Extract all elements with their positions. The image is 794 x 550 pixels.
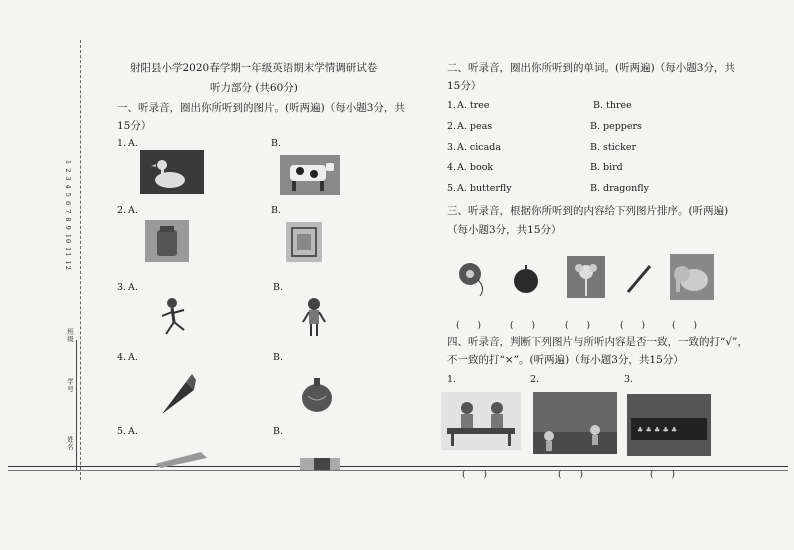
judge-blank-2[interactable]: ( ) (558, 470, 584, 480)
item4-label-b: B. (273, 352, 284, 363)
order-blank-2[interactable]: ( ) (510, 321, 536, 331)
cow-icon[interactable] (280, 155, 340, 195)
onion-icon[interactable] (300, 374, 334, 414)
order-blank-5[interactable]: ( ) (672, 321, 698, 331)
standing-girl-icon[interactable] (300, 296, 328, 338)
item5-number: 5. (117, 426, 127, 437)
flower-icon (567, 256, 605, 298)
word-item3-number: 3. (447, 142, 457, 153)
section2-instruction-cont: 15分） (447, 80, 482, 92)
item1-label-a: A. (128, 138, 138, 149)
word-item1-number: 1. (447, 100, 457, 111)
ruler-numbers: 1 2 3 4 5 6 7 8 9 10 11 12 (64, 160, 72, 271)
running-boy-icon[interactable] (152, 296, 192, 338)
word-item5-a[interactable]: A. butterfly (457, 183, 512, 194)
judge-blank-1[interactable]: ( ) (462, 470, 488, 480)
word-item3-b[interactable]: B. sticker (590, 142, 636, 153)
order-blank-4[interactable]: ( ) (620, 321, 646, 331)
duck-icon[interactable] (140, 150, 204, 194)
item1-number: 1. (117, 138, 127, 149)
section4-instruction: 四、听录音，判断下列图片与所听内容是否一致，一致的打“√”， (447, 336, 748, 348)
section3-instruction-cont: （每小题3分，共15分） (447, 224, 562, 236)
item2-label-b: B. (271, 205, 282, 216)
carrot-icon[interactable] (158, 372, 198, 416)
judge-blank-3[interactable]: ( ) (650, 470, 676, 480)
item1-label-b: B. (271, 138, 282, 149)
pencil-case-icon[interactable] (145, 220, 189, 262)
section1-instruction-cont: 15分） (117, 120, 152, 132)
item5-label-a: A. (128, 426, 138, 437)
section3-instruction: 三、听录音，根据你所听到的内容给下列图片排序。(听两遍) (447, 205, 729, 217)
apple-icon (512, 264, 540, 294)
page-title: 射阳县小学2020春学期一年级英语期末学情调研试卷 (130, 62, 378, 74)
item3-label-a: A. (128, 282, 138, 293)
binding-margin (58, 40, 98, 480)
binding-underline (76, 340, 77, 470)
children-playing-icon (533, 392, 617, 454)
item2-label-a: A. (128, 205, 138, 216)
class-label: 班级 (66, 328, 74, 343)
judge-item3-number: 3. (624, 374, 634, 385)
section1-instruction: 一、听录音，圈出你所听到的图片。(听两遍)（每小题3分，共 (117, 102, 405, 114)
word-item5-number: 5. (447, 183, 457, 194)
item2-number: 2. (117, 205, 127, 216)
sticker-icon[interactable] (286, 222, 322, 262)
number-label: 学号 (66, 378, 74, 393)
order-blank-3[interactable]: ( ) (565, 321, 591, 331)
word-item3-a[interactable]: A. cicada (457, 142, 501, 153)
page-subtitle: 听力部分 (共60分) (210, 82, 298, 94)
judge-item1-number: 1. (447, 374, 457, 385)
name-label: 姓名 (66, 436, 74, 451)
word-item2-b[interactable]: B. peppers (590, 121, 642, 132)
svg-text:♣ ♣ ♣ ♣ ♣: ♣ ♣ ♣ ♣ ♣ (637, 426, 678, 434)
word-item4-number: 4. (447, 162, 457, 173)
word-item5-b[interactable]: B. dragonfly (590, 183, 649, 194)
word-item1-a[interactable]: A. tree (457, 100, 490, 111)
margin-line (80, 40, 81, 480)
yoyo-icon (456, 258, 490, 298)
word-item1-b[interactable]: B. three (593, 100, 632, 111)
item3-number: 3. (117, 282, 127, 293)
word-item4-a[interactable]: A. book (457, 162, 494, 173)
item5-label-b: B. (273, 426, 284, 437)
item4-label-a: A. (128, 352, 138, 363)
section4-instruction-cont: 不一致的打“×”。(听两遍)（每小题3分，共15分） (447, 354, 684, 366)
class-scene-icon (627, 394, 711, 456)
pencil-icon (624, 262, 654, 294)
word-item4-b[interactable]: B. bird (590, 162, 623, 173)
order-blank-1[interactable]: ( ) (456, 321, 482, 331)
judge-item2-number: 2. (530, 374, 540, 385)
ruler-icon[interactable] (155, 452, 207, 468)
elephant-icon (670, 254, 714, 300)
item4-number: 4. (117, 352, 127, 363)
word-item2-a[interactable]: A. peas (457, 121, 493, 132)
word-item2-number: 2. (447, 121, 457, 132)
section2-instruction: 二、听录音，圈出你所听到的单词。(听两遍)（每小题3分，共 (447, 62, 735, 74)
eraser-icon[interactable] (300, 455, 340, 467)
item3-label-b: B. (273, 282, 284, 293)
children-at-desk-icon (441, 392, 521, 450)
